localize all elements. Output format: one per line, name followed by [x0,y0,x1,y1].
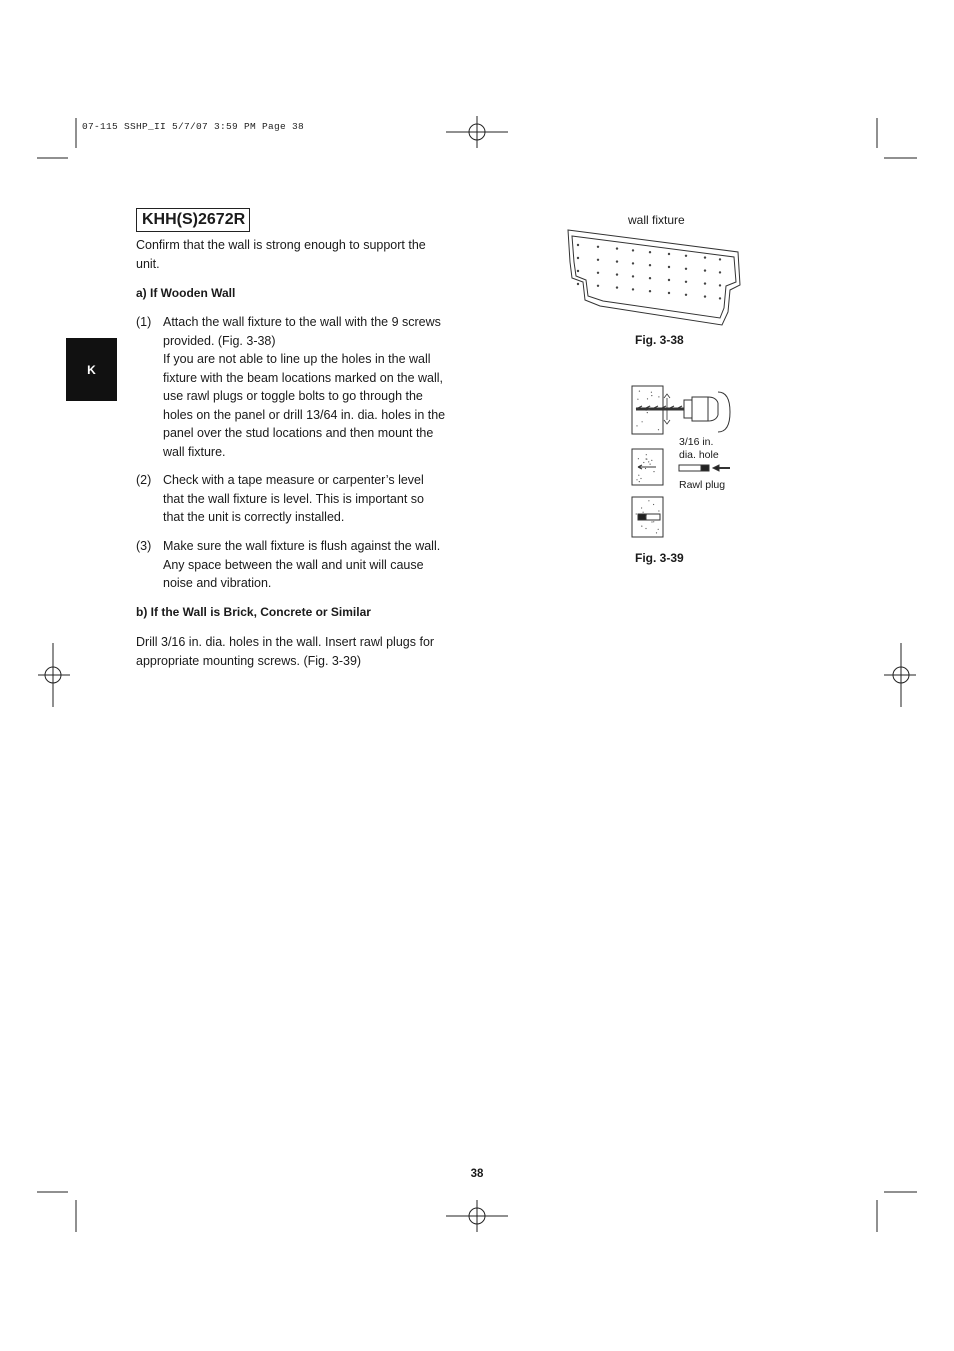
concrete-speck [646,459,647,460]
concrete-speck [638,475,639,476]
step-line: If you are not able to line up the holes in the wall [163,352,431,366]
concrete-speck [643,512,644,513]
concrete-speck [650,464,651,465]
concrete-speck [651,521,652,522]
concrete-speck [653,504,654,505]
section-a-heading: a) If Wooden Wall [136,286,236,300]
concrete-speck [651,392,652,393]
concrete-speck [646,454,647,455]
section-b-heading: b) If the Wall is Brick, Concrete or Similar [136,605,371,619]
step-number: (1) [136,315,152,329]
step-line: that the wall fixture is level. This is important so [163,491,424,506]
step-line: noise and vibration. [163,576,272,590]
section-b-line: appropriate mounting screws. (Fig. 3-39) [136,653,362,668]
concrete-speck [643,462,644,463]
concrete-speck [646,514,647,515]
concrete-speck [647,398,648,399]
concrete-speck [651,460,652,461]
hole-label-line: 3/16 in. [679,436,714,448]
intro-line: Confirm that the wall is strong enough to support the [136,238,426,252]
step-line: fixture with the beam locations marked on the wall, [163,370,443,385]
concrete-speck [648,409,649,410]
concrete-speck [656,532,657,533]
concrete-speck [642,421,643,422]
section-tab-label: K [87,362,96,377]
concrete-speck [658,429,659,430]
step-line: that the unit is correctly installed. [163,510,345,524]
concrete-speck [639,391,640,392]
concrete-speck [636,513,637,514]
fig-38-caption: Fig. 3-38 [635,333,684,347]
concrete-speck [658,529,659,530]
step-line: use rawl plugs or toggle bolts to go through the [163,389,423,403]
concrete-speck [653,471,654,472]
hole-label-line: dia. hole [679,449,719,461]
fig-39-caption: Fig. 3-39 [635,551,684,565]
step-line: Check with a tape measure or carpenter’s level [163,473,424,487]
concrete-speck [645,516,646,517]
concrete-speck [648,461,649,462]
concrete-speck [645,468,646,469]
concrete-speck [649,406,650,407]
rawl-plug-label: Rawl plug [679,479,726,491]
concrete-speck [636,479,637,480]
page-number: 38 [470,1168,484,1180]
step-line: holes on the panel or drill 13/64 in. dia. holes in the [163,407,446,422]
concrete-speck [641,507,642,508]
model-number-box: KHH(S)2672R [136,208,250,232]
concrete-speck [638,458,639,459]
concrete-speck [641,526,642,527]
concrete-speck [647,412,648,413]
concrete-speck [637,399,638,400]
concrete-speck [648,500,649,501]
concrete-speck [645,528,646,529]
step-line: Attach the wall fixture to the wall with the 9 screws [163,315,441,329]
concrete-speck [639,481,640,482]
intro-line: unit. [136,256,160,271]
concrete-speck [651,395,652,396]
concrete-speck [658,396,659,397]
hole-label [679,436,719,462]
wall-fixture-label: wall fixture [628,213,685,227]
step-number: (2) [136,473,152,487]
concrete-speck [658,510,659,511]
step-line: Make sure the wall fixture is flush against the wall. [163,539,441,553]
step-number: (3) [136,539,152,553]
step-line: Any space between the wall and unit will cause [163,557,424,572]
step-line: provided. (Fig. 3-38) [163,333,276,348]
concrete-speck [637,407,638,408]
section-b-line: Drill 3/16 in. dia. holes in the wall. Insert rawl plugs for [136,635,435,649]
step-line: wall fixture. [163,444,226,459]
concrete-speck [636,425,637,426]
concrete-speck [640,478,641,479]
concrete-speck [646,410,647,411]
step-line: panel over the stud locations and then mount the [163,426,434,440]
print-slug-line: 07-115 SSHP_II 5/7/07 3:59 PM Page 38 [82,121,305,132]
concrete-speck [653,521,654,522]
